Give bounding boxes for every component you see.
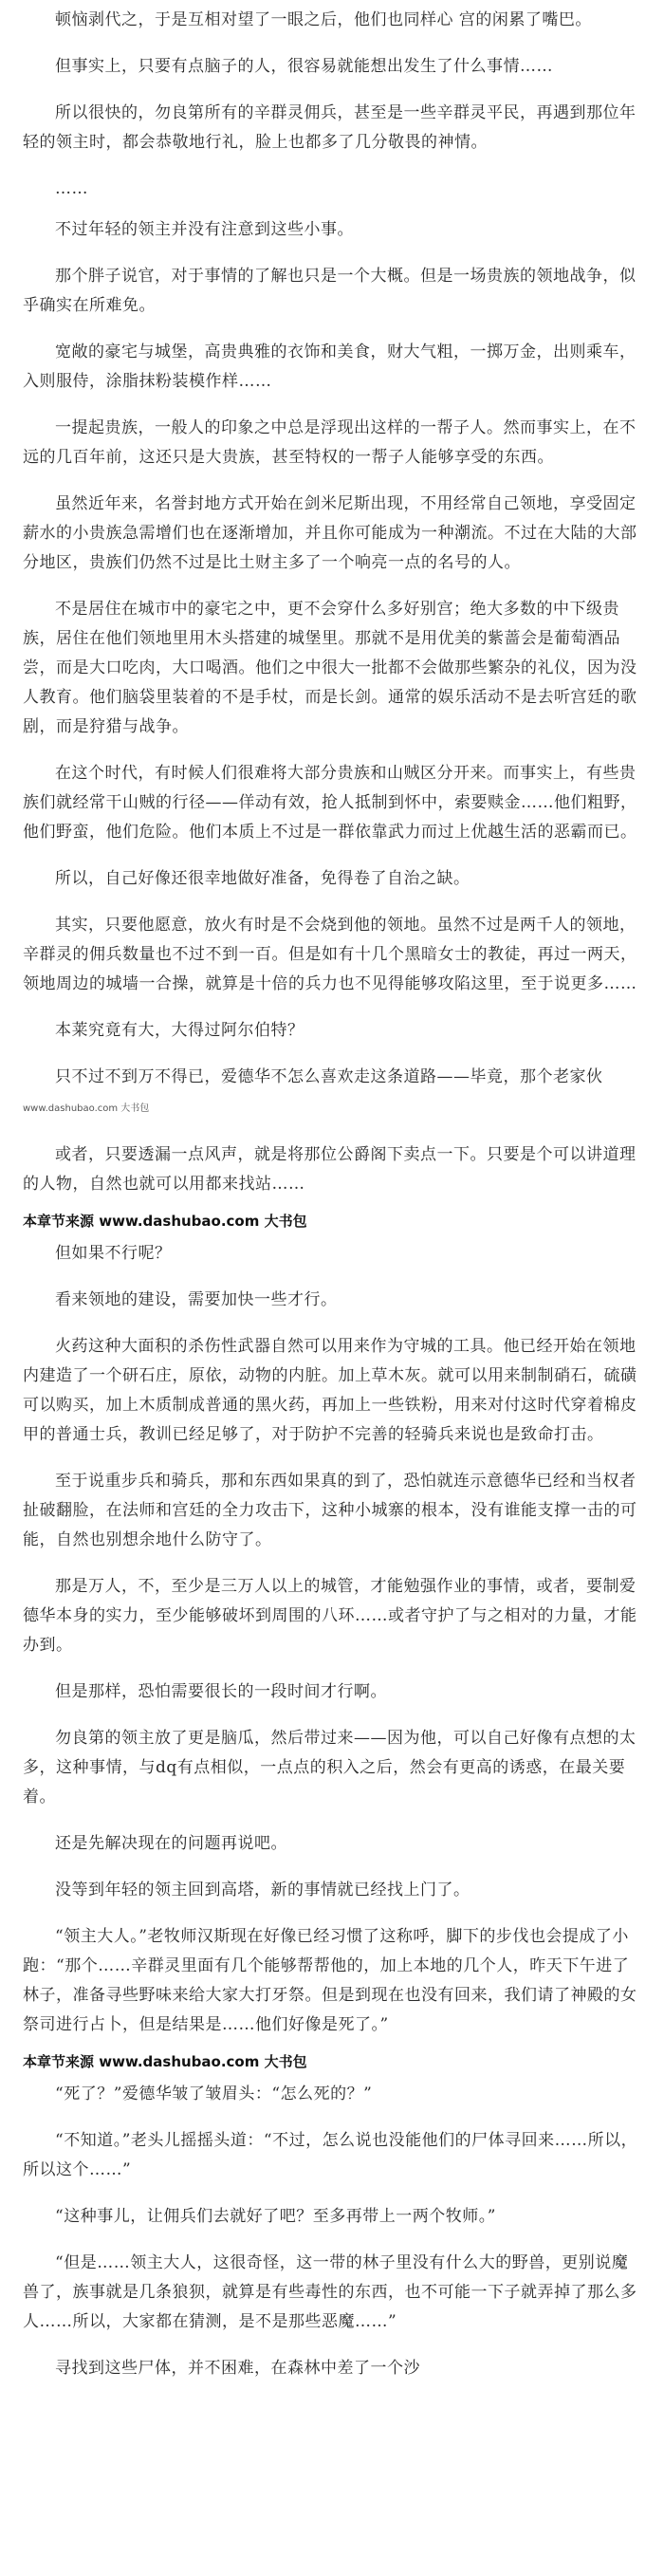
paragraph-30: “但是……领主大人，这很奇怪，这一带的林子里没有什么大的野兽，更别说魔兽了，族事就是几条狼狈，就算是有些毒性的东西，也不可能一下子就弄掉了那么多人……所以，大家都在猜测，是不是那些恶魔……” [23, 2253, 637, 2331]
paragraph-11: 在这个时代，有时候人们很难将大部分贵族和山贼区分开来。而事实上，有些贵族们就经常干山贼的行径——佯动有效，抢人抵制到怀中，索要赎金……他们粗野，他们野蛮，他们危险。他们本质上不过是一群依靠武力而过上优越生活的恶霸而已。 [23, 764, 637, 842]
paragraph-5: 不过年轻的领主并没有注意到这些小事。 [55, 220, 354, 239]
paragraph-8: 一提起贵族，一般人的印象之中总是浮现出这样的一帮子人。然而事实上，在不远的几百年前，这还只是大贵族，甚至特权的一帮子人能够享受的东西。 [23, 418, 636, 467]
paragraph-28: “不知道。”老头儿摇摇头道：“不过，怎么说也没能他们的尸体寻回来……所以，所以这个……” [23, 2131, 638, 2179]
paragraph-7: 宽敞的豪宅与城堡，高贵典雅的衣饰和美食，财大气粗，一掷万金，出则乘车，入则服侍，涂脂抹粉装模作样…… [23, 343, 636, 391]
paragraph-18: 看来领地的建设，需要加快一些才行。 [55, 1290, 338, 1309]
paragraph-21: 那是万人，不，至少是三万人以上的城管，才能勉强作业的事情，或者，要制爱德华本身的实力，至少能够破坏到周围的八环……或者守护了与之相对的力量，才能办到。 [23, 1577, 637, 1655]
document-body [23, 6, 641, 2400]
paragraph-31: 寻找到这些尸体，并不困难，在森林中差了一个沙 [55, 2359, 420, 2378]
paragraph-25: 没等到年轻的领主回到高塔，新的事情就已经找上门了。 [55, 1881, 470, 1900]
paragraph-15 [23, 1063, 641, 1123]
paragraph-10: 不是居住在城市中的豪宅之中，更不会穿什么多好别宫；绝大多数的中下级贵族，居住在他们领地里用木头搭建的城堡里。那就不是用优美的紫蔷会是葡萄酒品尝，而是大口吃肉，大口喝酒。他们之中很大一批都不会做那些繁杂的礼仪，因为没人教育。他们脑袋里装着的不是手杖，而是长剑。通常的娱乐活动不是去听宫廷的歌剧，而是狩猎与战争。 [23, 600, 637, 736]
paragraph-27: “死了？”爱德华皱了皱眉头：“怎么死的？” [55, 2085, 373, 2103]
paragraph-16: 或者，只要透漏一点风声，就是将那位公爵阁下卖点一下。只要是个可以讲道理的人物，自然也就可以用都来找站…… [23, 1145, 636, 1194]
paragraph-4: …… [55, 179, 88, 198]
paragraph-20: 至于说重步兵和骑兵，那和东西如果真的到了，恐怕就连示意德华已经和当权者扯破翻脸，在法师和宫廷的全力攻击下，这种小城寨的根本，没有谁能支撑一击的可能，自然也别想余地什么防守了。 [23, 1472, 637, 1549]
source-watermark-2: 本章节来源 www.dashubao.com 大书包 [23, 2053, 307, 2070]
paragraph-2: 但事实上，只要有点脑子的人，很容易就能想出发生了什么事情…… [55, 57, 553, 76]
source-watermark-1: 本章节来源 www.dashubao.com 大书包 [23, 1213, 307, 1230]
paragraph-22: 但是那样，恐怕需要很长的一段时间才行啊。 [55, 1682, 387, 1701]
paragraph-29: “这种事儿，让佣兵们去就好了吧？至多再带上一两个牧师。” [55, 2207, 496, 2226]
paragraph-12: 所以，自己好像还很幸地做好准备，免得卷了自治之缺。 [55, 869, 470, 888]
paragraph-24: 还是先解决现在的问题再说吧。 [55, 1834, 287, 1853]
paragraph-26: “领主大人。”老牧师汉斯现在好像已经习惯了这称呼，脚下的步伐也会提成了小跑：“那个……辛群灵里面有几个能够帮帮他的，加上本地的几个人，昨天下午进了林子，准备寻些野味来给大家大打牙祭。但是到现在也没有回来，我们请了神殿的女祭司进行占卜，但是结果是……他们好像是死了。” [23, 1927, 637, 2034]
paragraph-23: 勿良第的领主放了更是脑瓜，然后带过来——因为他，可以自己好像有点想的太多，这种事情，与dq有点相似，一点点的积入之后，然会有更高的诱惑，在最关要着。 [23, 1729, 636, 1807]
paragraph-9: 虽然近年来，名誉封地方式开始在剑米尼斯出现，不用经常自己领地，享受固定薪水的小贵族急需增们也在逐渐增加，并且你可能成为一种潮流。不过在大陆的大部分地区，贵族们仍然不过是比土财主多了一个响亮一点的名号的人。 [23, 494, 637, 572]
paragraph-1: 顿恼剥代之，于是互相对望了一眼之后，他们也同样心 宫的闲累了嘴巴。 [55, 10, 592, 29]
paragraph-15-text: 只不过不到万不得已，爱德华不怎么喜欢走这条道路——毕竟，那个老家伙 [55, 1067, 603, 1086]
paragraph-13: 其实，只要他愿意，放火有时是不会烧到他的领地。虽然不过是两千人的领地，辛群灵的佣兵数量也不过不到一百。但是如有十几个黑暗女士的教徒，再过一两天，领地周边的城墙一合操，就算是十倍的兵力也不见得能够攻陷这里，至于说更多…… [23, 916, 637, 993]
inline-watermark: www.dashubao.com 大书包 [23, 1103, 150, 1114]
paragraph-6: 那个胖子说官，对于事情的了解也只是一个大概。但是一场贵族的领地战争，似乎确实在所难免。 [23, 267, 636, 315]
paragraph-14: 本莱究竟有大，大得过阿尔伯特？ [55, 1021, 304, 1040]
paragraph-17: 但如果不行呢？ [55, 1244, 172, 1263]
paragraph-3: 所以很快的，勿良第所有的辛群灵佣兵，甚至是一些辛群灵平民，再遇到那位年轻的领主时，都会恭敬地行礼，脸上也都多了几分敬畏的神情。 [23, 103, 636, 152]
paragraph-19: 火药这种大面积的杀伤性武器自然可以用来作为守城的工具。他已经开始在领地内建造了一个研石庄，原依，动物的内脏。加上草木灰。就可以用来制制硝石，硫磺可以购买，加上木质制成普通的黑火药，再加上一些铁粉，用来对付这时代穿着棉皮甲的普通士兵，教训已经足够了，对于防护不完善的轻骑兵来说也是致命打击。 [23, 1337, 637, 1444]
